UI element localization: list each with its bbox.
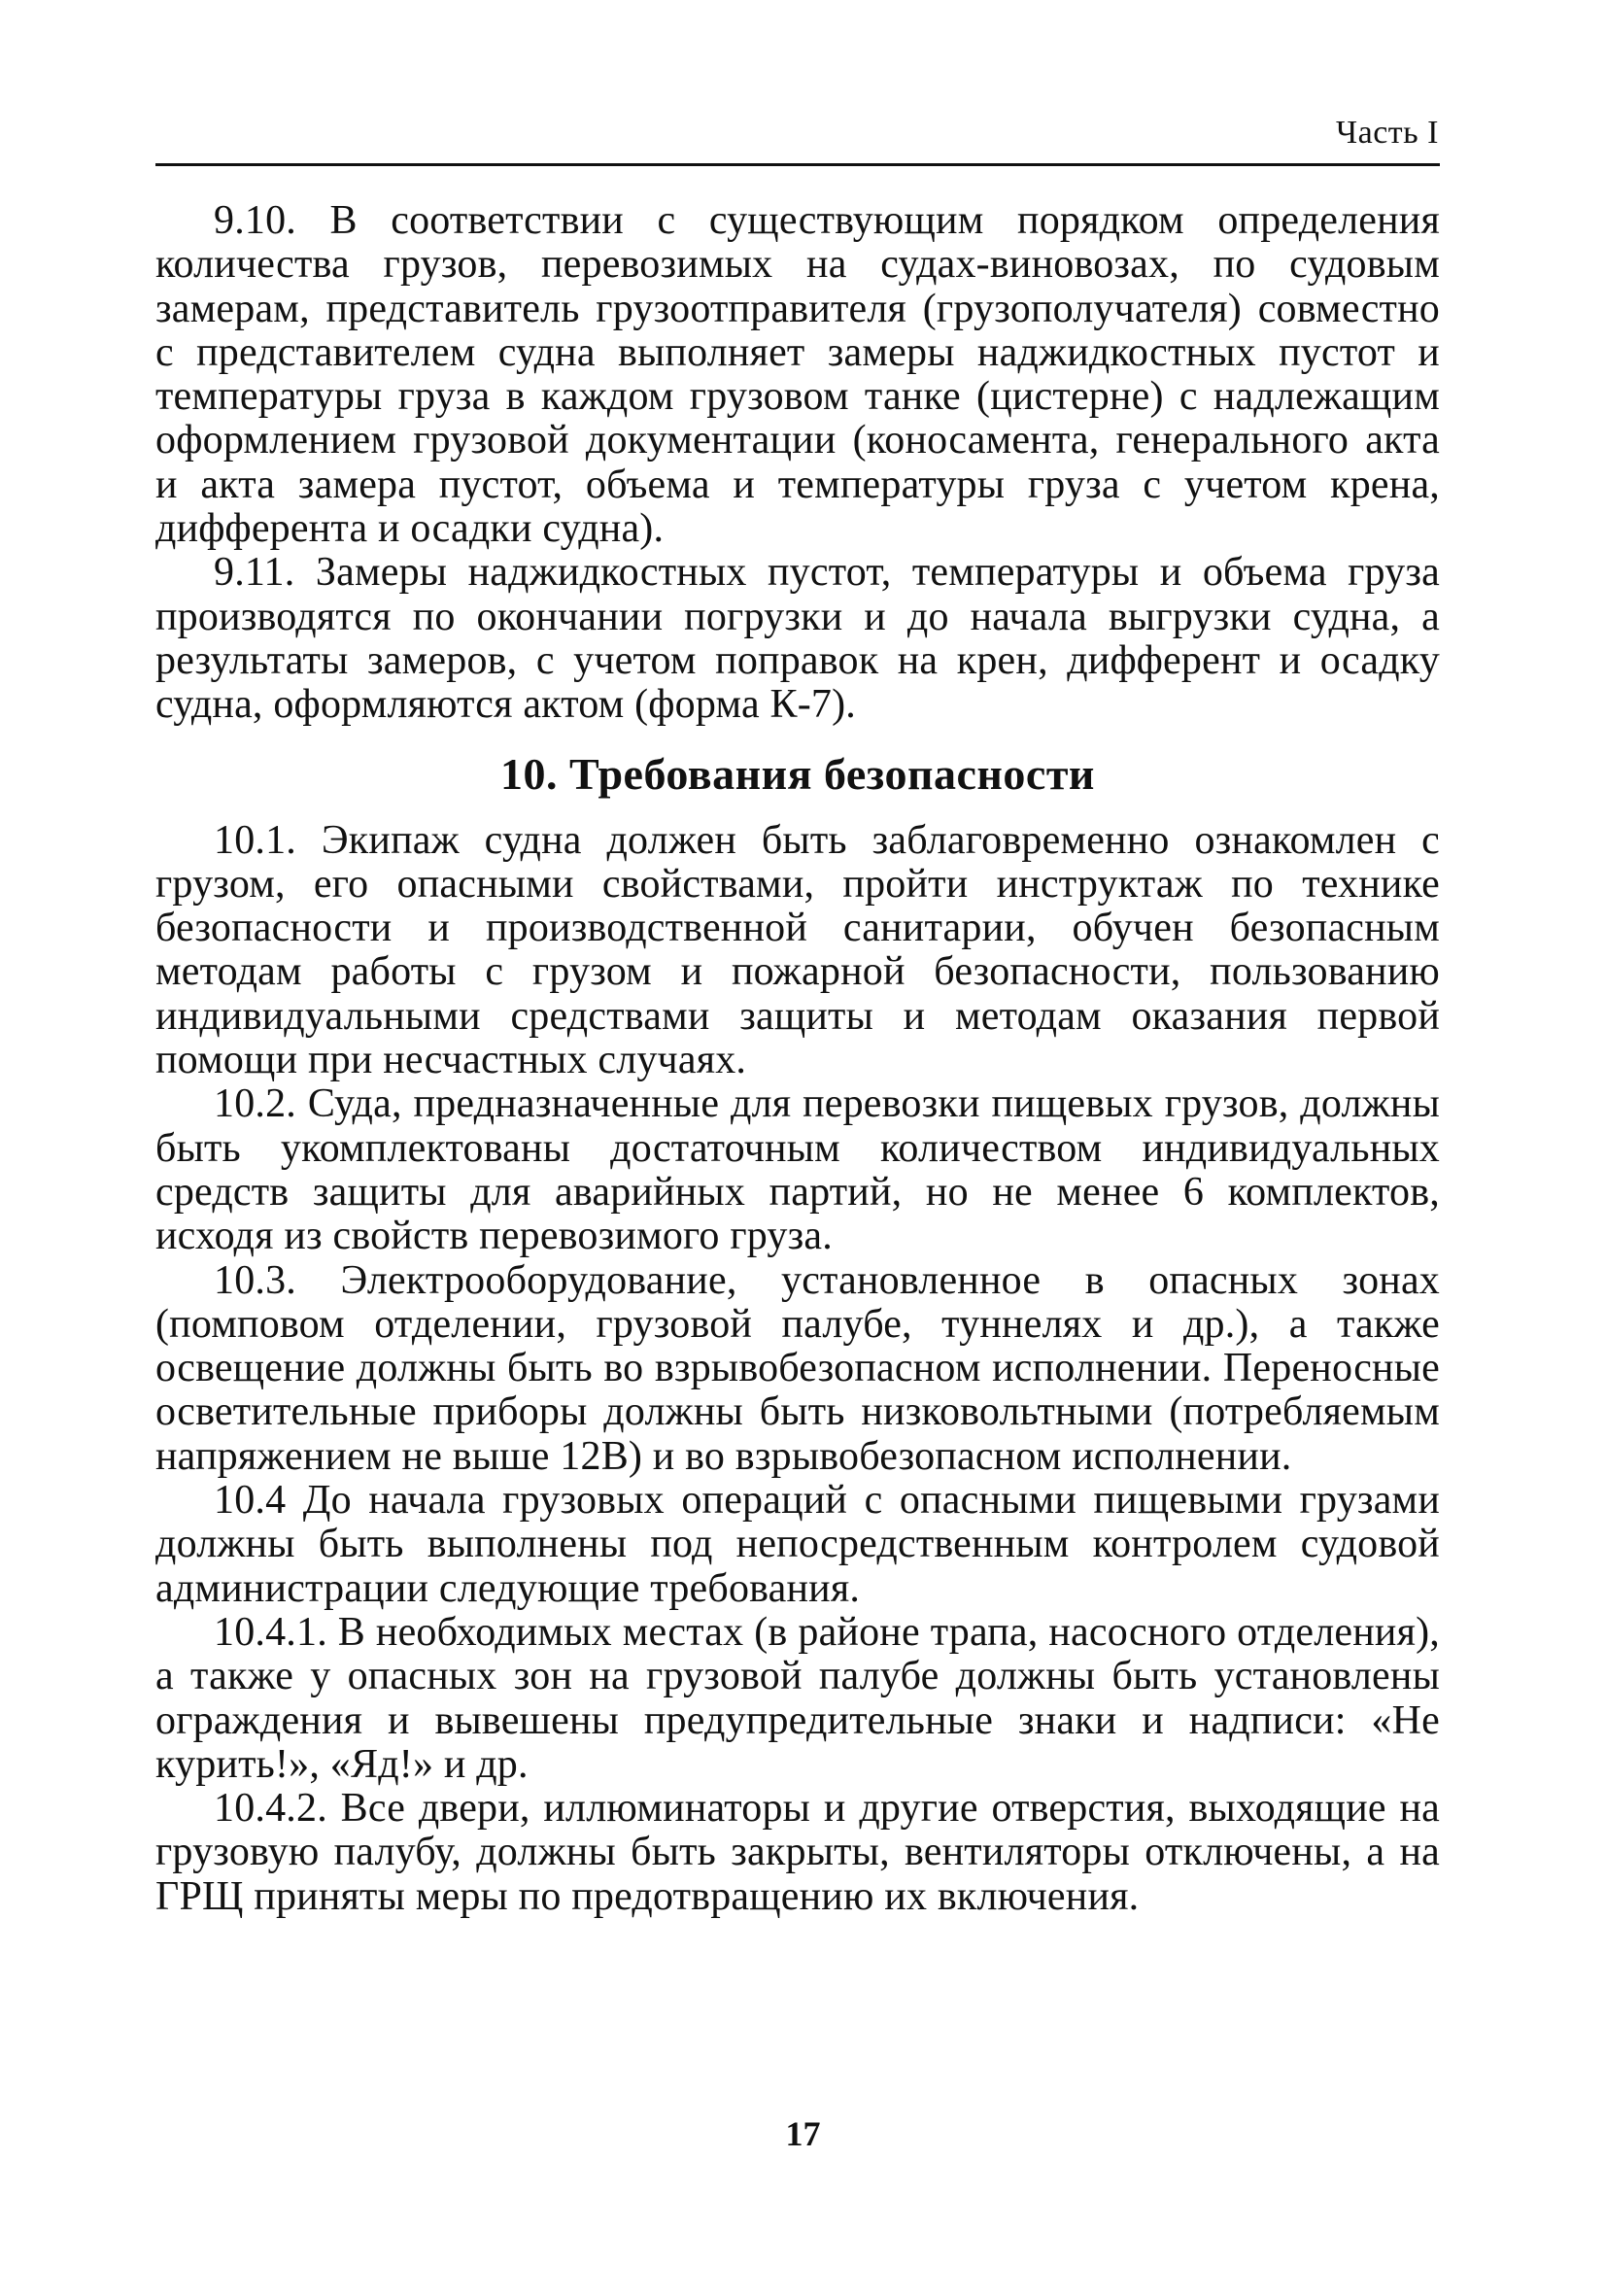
section-title: 10. Требования безопасности [500,748,1095,799]
paragraph-10-4-2: 10.4.2. Все двери, иллюминаторы и другие отверстия, выходящие на грузовую палубу, должны быть закрыты, вентиляторы отключены, а на ГРЩ приняты меры по предотвращению их включения. [155,1786,1440,1919]
paragraph-10-4: 10.4 До начала грузовых операций с опасными пищевыми грузами должны быть выполнены под непосредственным контролем судовой администрации следующие требования. [155,1478,1440,1611]
running-head: Часть I [1336,115,1439,151]
paragraph-9-11: 9.11. Замеры наджидкостных пустот, температуры и объема груза производятся по окончании погрузки и до начала выгрузки судна, а результаты замеров, с учетом поправок на крен, дифферент и осадку судна, оформляются актом (форма К-7). [155,550,1440,728]
header-rule [155,163,1440,166]
paragraph-10-1: 10.1. Экипаж судна должен быть заблаговременно ознакомлен с грузом, его опасными свойствами, пройти инструктаж по технике безопасности и производственной санитарии, обучен безопасным методам работы с грузом и пожарной безопасности, пользованию индивидуальными средствами защиты и методам оказания первой помощи при несчастных случаях. [155,817,1440,1083]
page-body [155,199,1440,1919]
paragraph-9-10: 9.10. В соответствии с существующим порядком определения количества грузов, перевозимых на судах-виновозах, по судовым замерам, представитель грузоотправителя (грузополучателя) совместно с представителем судна выполняет замеры наджидкостных пустот и температуры груза в каждом грузовом танке (цистерне) с надлежащим оформлением грузовой документации (коносамента, генерального акта и акта замера пустот, объема и температуры груза с учетом крена, дифферента и осадки судна). [155,198,1440,552]
paragraph-10-2: 10.2. Суда, предназначенные для перевозки пищевых грузов, должны быть укомплектованы достаточным количеством индивидуальных средств защиты для аварийных партий, но не менее 6 комплектов, исходя из свойств перевозимого груза. [155,1081,1440,1259]
paragraph-10-4-1: 10.4.1. В необходимых местах (в районе трапа, насосного отделения), а также у опасных зон на грузовой палубе должны быть установлены ограждения и вывешены предупредительные знаки и надписи: «Не курить!», «Яд!» и др. [155,1609,1440,1787]
page-number: 17 [785,2114,821,2153]
paragraph-10-3: 10.3. Электрооборудование, установленное в опасных зонах (помповом отделении, грузовой палубе, туннелях и др.), а также освещение должны быть во взрывобезопасном исполнении. Переносные осветительные приборы должны быть низковольтными (потребляемым напряжением не выше 12В) и во взрывобезопасном исполнении. [155,1257,1440,1479]
